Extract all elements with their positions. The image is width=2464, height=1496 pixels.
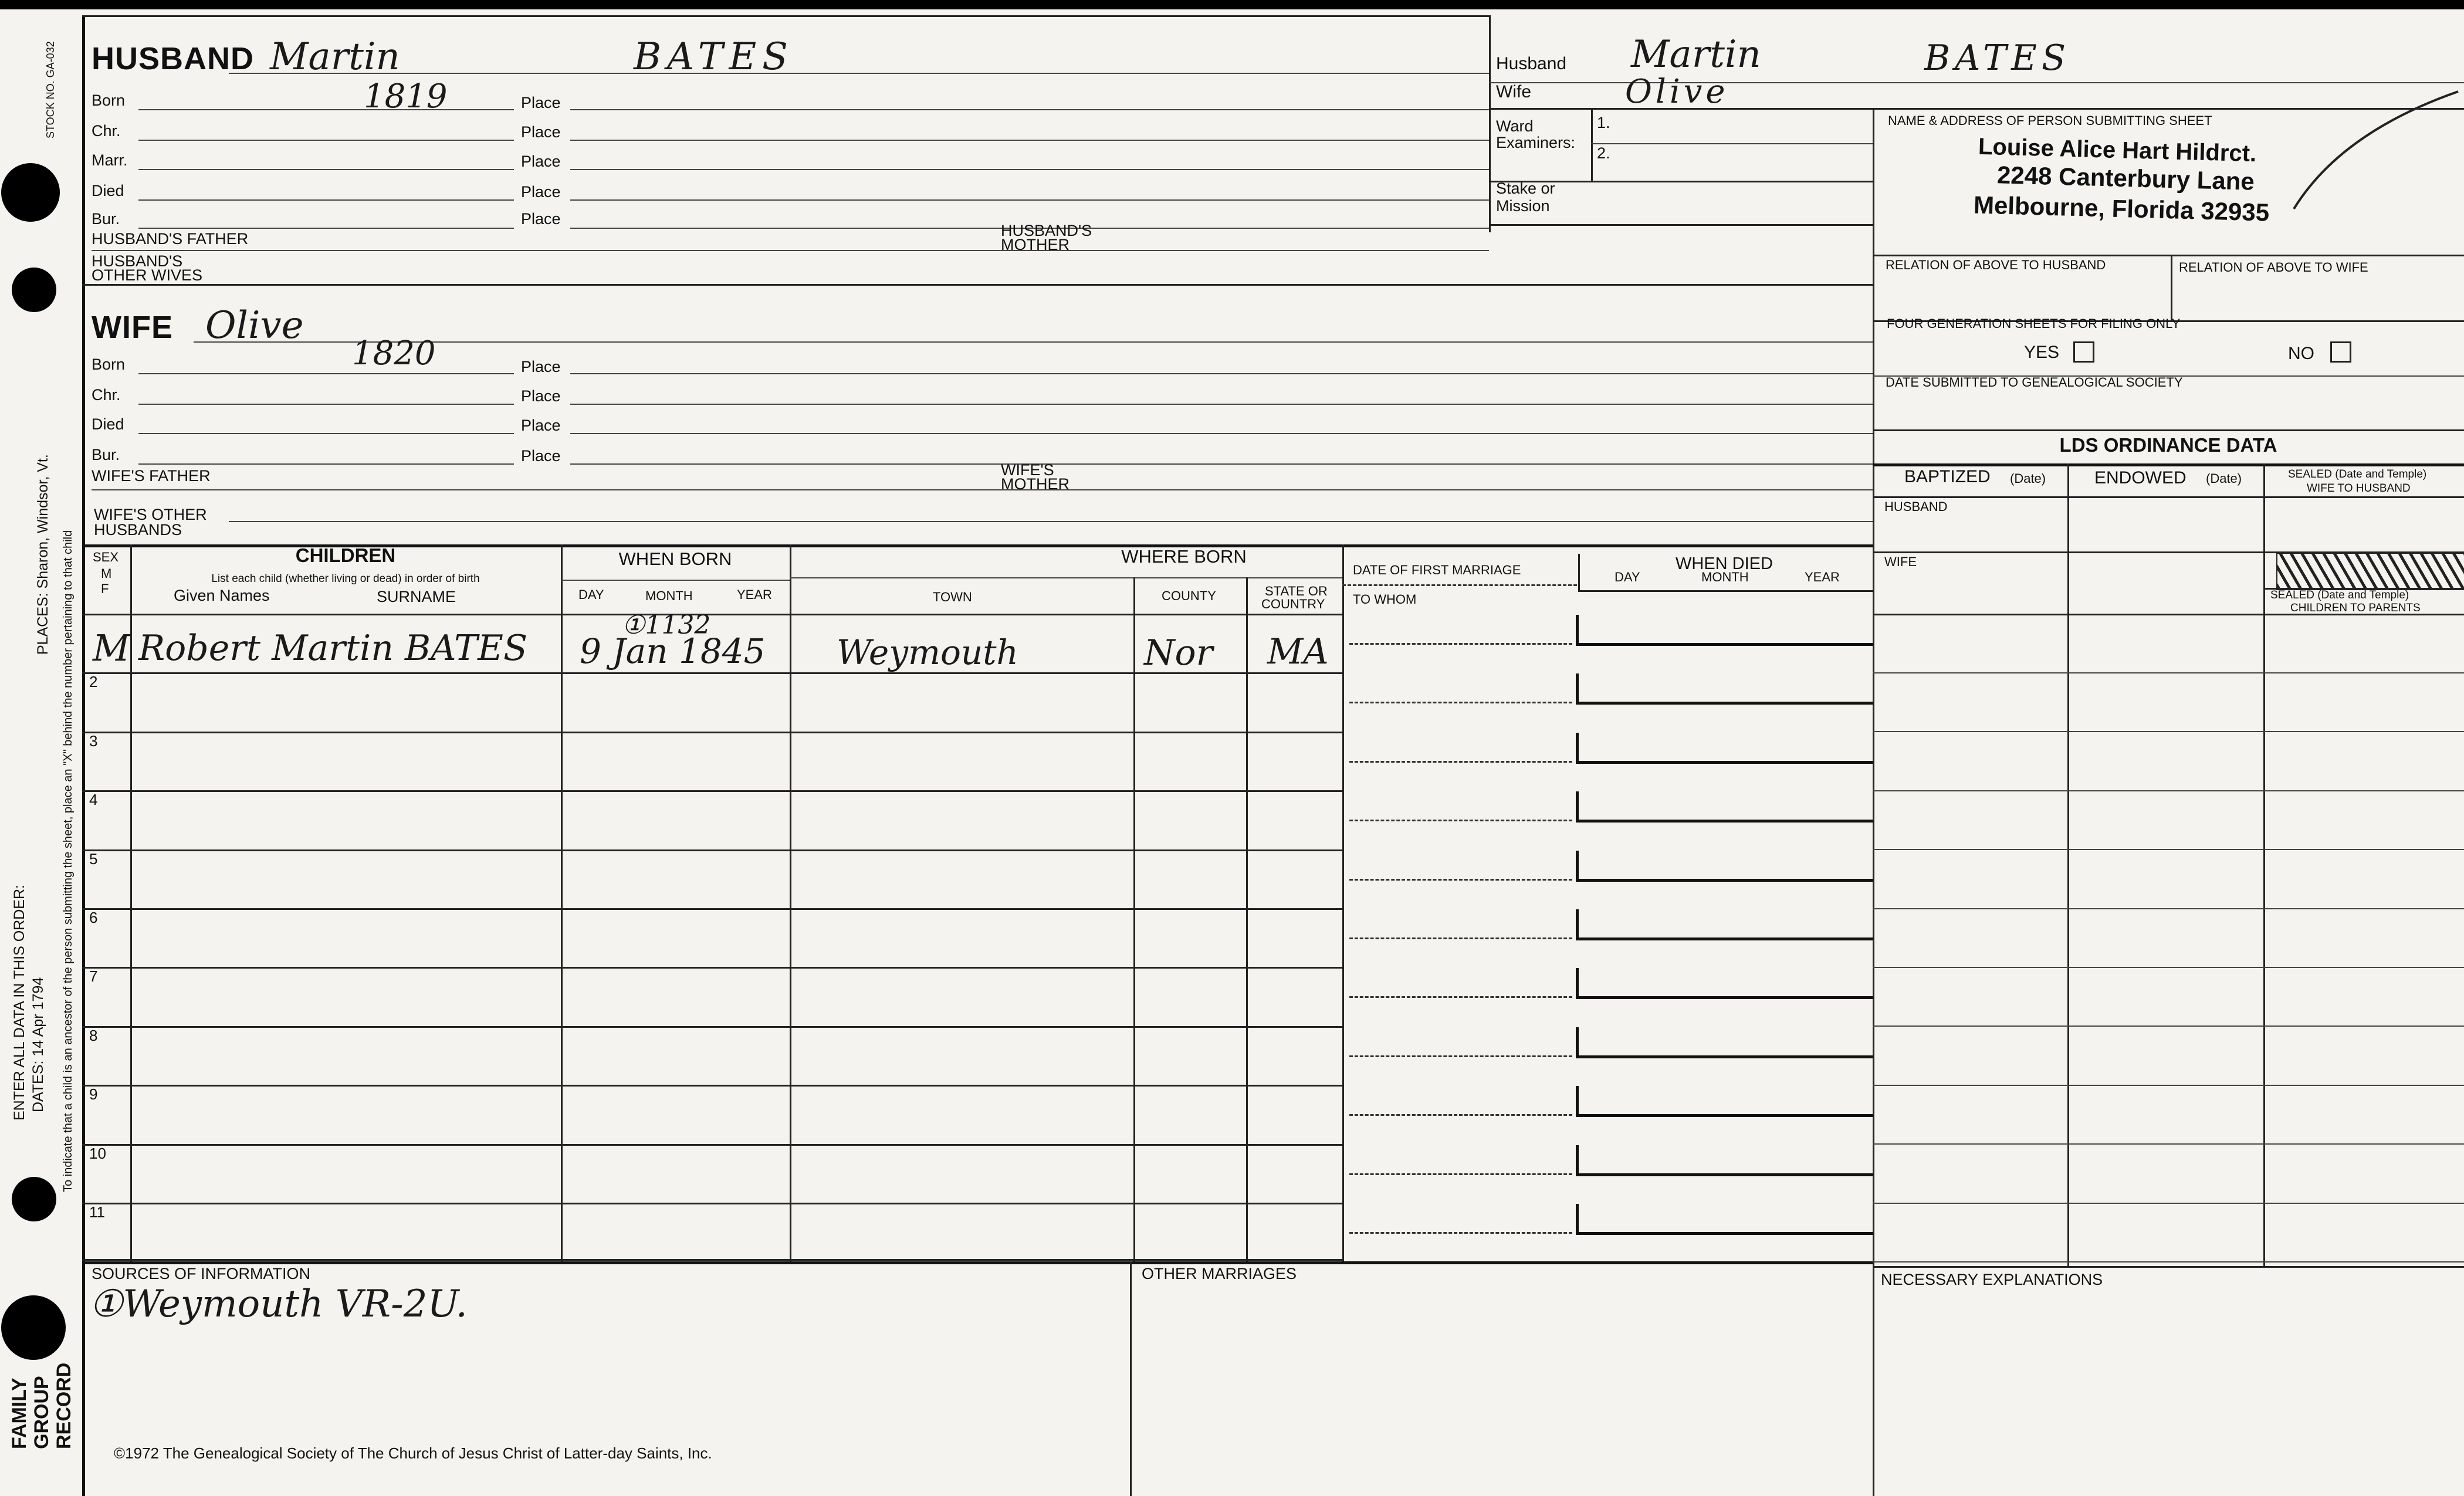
marriage-dashed-rule xyxy=(1349,937,1572,939)
stock-number: STOCK NO. GA-032 xyxy=(45,41,56,138)
died-bracket xyxy=(1576,851,1579,880)
died-bracket xyxy=(1576,1055,1873,1058)
family-group-record-sheet xyxy=(0,9,2464,1496)
husbands-other-wives-1: HUSBAND'S xyxy=(92,252,183,270)
table-row-rule xyxy=(82,1259,1342,1261)
died-day-label: DAY xyxy=(1615,570,1640,584)
rule xyxy=(1489,224,1873,226)
rule xyxy=(82,1261,1873,1264)
born-day-label: DAY xyxy=(578,587,604,602)
source-1: ①Weymouth VR-2U. xyxy=(89,1282,468,1326)
rule xyxy=(1489,15,1491,232)
dates-instruction: DATES: 14 Apr 1794 xyxy=(30,977,46,1112)
punch-hole xyxy=(1,163,60,222)
row-number: 10 xyxy=(89,1145,106,1162)
sex-f-label: F xyxy=(101,581,109,596)
wife-chr-place-label: Place xyxy=(521,387,561,405)
examiners-label: Examiners: xyxy=(1496,134,1576,151)
wife-died-place-label: Place xyxy=(521,417,561,434)
table-row-rule xyxy=(82,1144,1342,1146)
marriage-dashed-rule xyxy=(1349,820,1572,821)
baptized-label: BAPTIZED xyxy=(1904,467,1991,486)
row-number: 9 xyxy=(89,1085,98,1103)
rule xyxy=(1873,108,1874,1496)
wife-born-place-label: Place xyxy=(521,358,561,375)
husbands-father-label: HUSBAND'S FATHER xyxy=(92,230,249,248)
wife-born-year: 1820 xyxy=(352,334,436,373)
husband-died-place-label: Place xyxy=(521,183,561,201)
four-gen-label: FOUR GENERATION SHEETS FOR FILING ONLY xyxy=(1887,316,2181,331)
pen-stroke-mark xyxy=(2288,80,2464,215)
rule xyxy=(570,169,1489,170)
died-bracket xyxy=(1576,1114,1873,1117)
child1-county: Nor xyxy=(1144,632,1213,673)
rule xyxy=(1578,590,1873,592)
lds-row-rule xyxy=(1873,672,2464,673)
rule xyxy=(570,109,1489,110)
mission-label: Mission xyxy=(1496,197,1550,215)
baptized-date-label: (Date) xyxy=(2010,471,2046,486)
husbands-mother-label-1: HUSBAND'S xyxy=(1001,222,1092,239)
sealed-wife-label-1: SEALED (Date and Temple) xyxy=(2288,468,2427,480)
wife-born-label: Born xyxy=(92,356,126,373)
died-bracket xyxy=(1576,937,1873,940)
died-bracket xyxy=(1576,761,1873,764)
wife-bur-place-label: Place xyxy=(521,447,561,465)
rule xyxy=(570,433,1873,434)
wifes-mother-label-1: WIFE'S xyxy=(1001,461,1054,479)
husband-died-label: Died xyxy=(92,182,124,199)
rule xyxy=(138,404,514,405)
rule xyxy=(570,404,1873,405)
rule xyxy=(1342,584,1577,586)
sealed-children-label-2: CHILDREN TO PARENTS xyxy=(2290,602,2421,614)
husbands-mother-label-2: MOTHER xyxy=(1001,236,1069,253)
husband-marr-place-label: Place xyxy=(521,153,561,170)
child1-name: Robert Martin BATES xyxy=(138,628,528,669)
marriage-dashed-rule xyxy=(1349,1114,1572,1116)
husband-surname: BATES xyxy=(634,35,794,79)
yes-checkbox[interactable] xyxy=(2073,341,2094,363)
children-heading: CHILDREN xyxy=(295,544,396,566)
rule xyxy=(1873,463,2464,466)
wife-name-line xyxy=(194,341,1873,343)
submitter-line-3: Melbourne, Florida 32935 xyxy=(1973,191,2270,226)
child1-town: Weymouth xyxy=(837,632,1018,672)
rule xyxy=(1873,614,2464,615)
wifes-mother-label-2: MOTHER xyxy=(1001,475,1069,493)
when-died-heading: WHEN DIED xyxy=(1676,554,1773,573)
rule xyxy=(130,544,132,1261)
rule xyxy=(138,433,514,434)
rule xyxy=(1246,577,1248,1261)
rule xyxy=(138,373,514,374)
table-row-rule xyxy=(82,1026,1342,1028)
lds-row-rule xyxy=(1873,731,2464,732)
hatched-cell xyxy=(2276,553,2464,590)
wifes-other-husbands-1: WIFE'S OTHER xyxy=(94,506,207,523)
rule xyxy=(2067,463,2069,1266)
examiner-1: 1. xyxy=(1597,114,1610,131)
county-label: COUNTY xyxy=(1162,588,1216,603)
rule xyxy=(561,544,563,1261)
lds-row-rule xyxy=(1873,1261,2464,1263)
marriage-dashed-rule xyxy=(1349,761,1572,763)
sealed-children-label-1: SEALED (Date and Temple) xyxy=(2270,589,2409,601)
child1-note: ①1132 xyxy=(622,610,711,640)
lds-row-rule xyxy=(1873,1143,2464,1145)
rule xyxy=(229,521,1873,522)
rule xyxy=(570,463,1873,465)
rule xyxy=(138,228,514,229)
marriage-dashed-rule xyxy=(1349,1232,1572,1234)
other-marriages-label: OTHER MARRIAGES xyxy=(1142,1265,1297,1282)
first-marriage-label: DATE OF FIRST MARRIAGE xyxy=(1353,563,1521,577)
row-number: 7 xyxy=(89,967,98,985)
husband-marr-label: Marr. xyxy=(92,151,128,169)
died-year-label: YEAR xyxy=(1805,570,1840,584)
given-names-label: Given Names xyxy=(174,587,270,604)
wife-heading: WIFE xyxy=(92,310,173,345)
state-label-2: COUNTRY xyxy=(1261,597,1325,611)
husband-given-name: Martin xyxy=(270,35,400,79)
born-month-label: MONTH xyxy=(645,588,693,603)
form-title-group: GROUP xyxy=(31,1376,53,1449)
table-row-rule xyxy=(82,908,1342,910)
husband-heading: HUSBAND xyxy=(92,41,254,76)
lds-row-rule xyxy=(1873,967,2464,968)
endowed-date-label: (Date) xyxy=(2206,471,2242,486)
died-bracket xyxy=(1576,1027,1579,1057)
wife-bur-label: Bur. xyxy=(92,446,120,463)
died-bracket xyxy=(1576,879,1873,882)
died-bracket xyxy=(1576,733,1579,762)
punch-hole xyxy=(12,268,56,312)
punch-hole xyxy=(1,1295,66,1360)
row-number: 5 xyxy=(89,850,98,868)
rh-husband-label: Husband xyxy=(1496,54,1567,73)
form-title-record: RECORD xyxy=(53,1362,75,1449)
husbands-other-wives-2: OTHER WIVES xyxy=(92,266,203,284)
husband-bur-place-label: Place xyxy=(521,210,561,228)
died-bracket xyxy=(1576,1173,1873,1176)
endowed-label: ENDOWED xyxy=(2094,468,2187,488)
sealed-wife-label-2: WIFE TO HUSBAND xyxy=(2307,482,2411,495)
row-number: 11 xyxy=(89,1203,105,1221)
to-whom-label: TO WHOM xyxy=(1353,592,1417,607)
husband-bur-label: Bur. xyxy=(92,210,120,228)
sex-m-label: M xyxy=(101,566,112,581)
no-label: NO xyxy=(2288,344,2314,363)
table-row-rule xyxy=(82,849,1342,851)
rule xyxy=(92,489,1873,490)
surname-label: SURNAME xyxy=(377,588,456,605)
marriage-dashed-rule xyxy=(1349,1055,1572,1057)
husband-name-line xyxy=(229,73,1489,74)
rule xyxy=(1342,544,1344,1261)
where-born-heading: WHERE BORN xyxy=(1121,546,1247,567)
row-number: 8 xyxy=(89,1027,98,1044)
wifes-other-husbands-2: HUSBANDS xyxy=(94,521,182,539)
child1-sex: M xyxy=(93,627,130,669)
rule xyxy=(1591,108,1593,181)
marriage-dashed-rule xyxy=(1349,702,1572,703)
punch-hole xyxy=(12,1177,56,1221)
lds-row-rule xyxy=(1873,1203,2464,1204)
children-instruction: List each child (whether living or dead) in order of birth xyxy=(211,573,480,585)
top-border xyxy=(82,15,1489,17)
submitter-label: NAME & ADDRESS OF PERSON SUBMITTING SHEET xyxy=(1888,113,2212,128)
marriage-dashed-rule xyxy=(1349,879,1572,881)
relation-husband-label: RELATION OF ABOVE TO HUSBAND xyxy=(1886,258,2106,272)
rh-husband-surname: BATES xyxy=(1924,38,2071,79)
rule xyxy=(1873,255,2464,256)
lds-row-rule xyxy=(1873,908,2464,909)
relation-wife-label: RELATION OF ABOVE TO WIFE xyxy=(2179,260,2368,275)
died-bracket xyxy=(1576,1145,1579,1175)
table-row-rule xyxy=(82,790,1342,792)
died-bracket xyxy=(1576,1204,1579,1233)
rh-wife-name: Olive xyxy=(1625,73,1729,111)
died-bracket xyxy=(1576,909,1579,939)
table-row-rule xyxy=(82,732,1342,733)
husband-born-place-label: Place xyxy=(521,94,561,111)
rule xyxy=(92,250,1489,251)
ancestor-instruction: To indicate that a child is an ancestor of the person submitting the sheet, place an "X" behind the number pertaining to that child xyxy=(62,530,75,1192)
wife-chr-label: Chr. xyxy=(92,386,121,404)
copyright: ©1972 The Genealogical Society of The Church of Jesus Christ of Latter-day Saints, Inc. xyxy=(114,1444,712,1462)
died-bracket xyxy=(1576,791,1579,821)
rh-husband-given: Martin xyxy=(1631,33,1761,76)
stake-label: Stake or xyxy=(1496,180,1555,197)
row-number: 6 xyxy=(89,909,98,926)
born-year-label: YEAR xyxy=(737,587,772,602)
died-bracket xyxy=(1576,1086,1579,1115)
lds-row-rule xyxy=(1873,849,2464,850)
form-title-family: FAMILY xyxy=(8,1377,31,1449)
places-instruction: PLACES: Sharon, Windsor, Vt. xyxy=(35,454,51,655)
husband-chr-place-label: Place xyxy=(521,123,561,141)
examiner-2: 2. xyxy=(1597,144,1610,162)
marriage-dashed-rule xyxy=(1349,996,1572,998)
lds-row-rule xyxy=(1873,1025,2464,1027)
rule xyxy=(570,373,1873,374)
died-bracket xyxy=(1576,673,1579,703)
row-number: 3 xyxy=(89,732,98,750)
rule xyxy=(1133,577,1135,1261)
sources-label: SOURCES OF INFORMATION xyxy=(92,1265,311,1282)
rule xyxy=(1873,1266,2464,1268)
rh-wife-label: Wife xyxy=(1496,82,1531,101)
date-submitted-label: DATE SUBMITTED TO GENEALOGICAL SOCIETY xyxy=(1886,375,2183,390)
husband-born-year: 1819 xyxy=(364,77,448,116)
rule xyxy=(82,284,1873,286)
no-checkbox[interactable] xyxy=(2330,341,2351,363)
row-number: 4 xyxy=(89,791,98,808)
died-bracket xyxy=(1576,996,1873,999)
table-row-rule xyxy=(82,1085,1342,1087)
submitter-line-1: Louise Alice Hart Hildrct. xyxy=(1978,133,2257,167)
rule xyxy=(138,140,514,141)
husband-born-label: Born xyxy=(92,92,126,109)
lds-wife-label: WIFE xyxy=(1884,554,1917,569)
child1-born-date: 9 Jan 1845 xyxy=(580,631,766,671)
rule xyxy=(138,169,514,170)
rule xyxy=(1873,429,2464,431)
submitter-line-2: 2248 Canterbury Lane xyxy=(1996,161,2255,195)
died-bracket xyxy=(1576,702,1873,705)
lds-husband-label: HUSBAND xyxy=(1884,499,1948,514)
left-border xyxy=(82,15,85,1496)
died-bracket xyxy=(1576,968,1579,997)
rule xyxy=(790,544,791,1261)
died-bracket xyxy=(1576,643,1873,646)
ward-label: Ward xyxy=(1496,117,1534,135)
rule xyxy=(570,199,1489,201)
rule xyxy=(570,140,1489,141)
child1-state: MA xyxy=(1267,631,1329,672)
lds-row-rule xyxy=(1873,790,2464,791)
yes-label: YES xyxy=(2024,343,2060,362)
table-row-rule xyxy=(82,614,1342,615)
town-label: TOWN xyxy=(933,590,972,604)
wife-given-name: Olive xyxy=(205,304,304,347)
when-born-heading: WHEN BORN xyxy=(618,549,732,569)
rule xyxy=(2263,463,2265,1266)
died-month-label: MONTH xyxy=(1701,570,1749,584)
rule xyxy=(2171,255,2172,321)
explanations-label: NECESSARY EXPLANATIONS xyxy=(1881,1271,2103,1288)
row-number: 2 xyxy=(89,673,98,691)
rule xyxy=(790,577,1342,578)
state-label-1: STATE OR xyxy=(1265,584,1328,598)
rule xyxy=(1130,1261,1132,1496)
rule xyxy=(1578,554,1580,591)
table-row-rule xyxy=(82,967,1342,969)
lds-row-rule xyxy=(1873,1085,2464,1086)
died-bracket xyxy=(1576,1232,1873,1235)
rule xyxy=(138,199,514,201)
died-bracket xyxy=(1576,615,1579,644)
wifes-father-label: WIFE'S FATHER xyxy=(92,467,211,485)
enter-data-instruction: ENTER ALL DATA IN THIS ORDER: xyxy=(11,885,28,1121)
marriage-dashed-rule xyxy=(1349,1173,1572,1175)
rule xyxy=(1873,496,2464,498)
lds-title: LDS ORDINANCE DATA xyxy=(2059,434,2277,456)
wife-died-label: Died xyxy=(92,415,124,433)
rule xyxy=(1591,143,1873,144)
rule xyxy=(561,580,790,581)
rule xyxy=(138,463,514,465)
died-bracket xyxy=(1576,820,1873,823)
rule xyxy=(138,109,514,110)
table-row-rule xyxy=(82,1203,1342,1204)
sex-label: SEX xyxy=(93,550,119,564)
marriage-dashed-rule xyxy=(1349,643,1572,645)
husband-chr-label: Chr. xyxy=(92,122,121,140)
